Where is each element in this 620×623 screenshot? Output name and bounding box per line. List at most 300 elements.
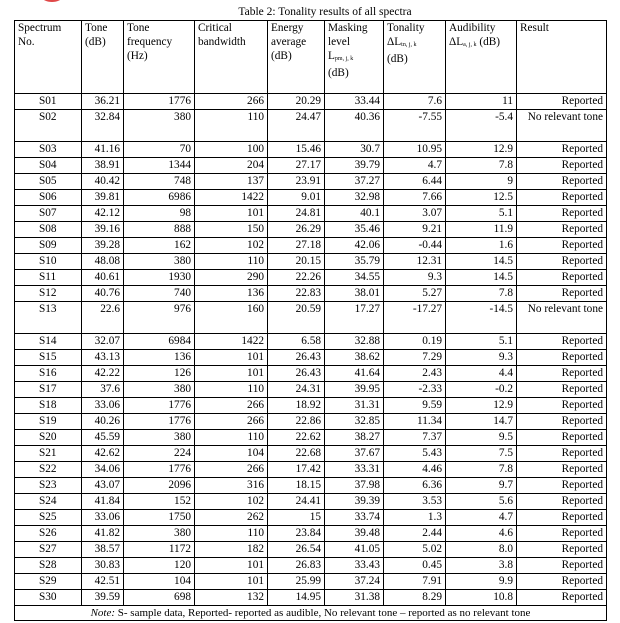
- cell-audibility: 8.0: [446, 542, 517, 558]
- table-row: [15, 286, 607, 302]
- cell-result: Reported: [517, 334, 607, 350]
- cell-result: Reported: [517, 94, 607, 110]
- cell-spectrum: S10: [15, 254, 82, 270]
- cell-tone: 40.26: [82, 414, 124, 430]
- cell-tone: 37.6: [82, 382, 124, 398]
- cell-spectrum: S12: [15, 286, 82, 302]
- cell-tone: 40.61: [82, 270, 124, 286]
- cell-energy-average: 22.26: [268, 270, 325, 286]
- cell-audibility: 7.8: [446, 286, 517, 302]
- cell-critical-bandwidth: 266: [195, 398, 268, 414]
- cell-masking-level: 33.31: [325, 462, 384, 478]
- cell-tone-frequency: 1344: [124, 158, 195, 174]
- cell-masking-level: 39.39: [325, 494, 384, 510]
- cell-tone: 39.59: [82, 590, 124, 606]
- table-row: [15, 430, 607, 446]
- cell-result: Reported: [517, 526, 607, 542]
- table-row: [15, 238, 607, 254]
- tonality-subscript: tn, j, k: [401, 42, 417, 48]
- cell-audibility: 9.7: [446, 478, 517, 494]
- cell-tone: 32.07: [82, 334, 124, 350]
- cell-critical-bandwidth: 101: [195, 574, 268, 590]
- cell-tonality: 4.46: [384, 462, 446, 478]
- cell-energy-average: 24.81: [268, 206, 325, 222]
- cell-critical-bandwidth: 104: [195, 446, 268, 462]
- cell-audibility: 14.5: [446, 254, 517, 270]
- cell-energy-average: 22.86: [268, 414, 325, 430]
- cell-spectrum: S03: [15, 142, 82, 158]
- cell-masking-level: 33.43: [325, 558, 384, 574]
- cell-energy-average: 24.31: [268, 382, 325, 398]
- cell-spectrum: S27: [15, 542, 82, 558]
- header-energy-average: Energy average (dB): [268, 21, 325, 94]
- cell-tone: 34.06: [82, 462, 124, 478]
- cell-energy-average: 26.43: [268, 366, 325, 382]
- table-row: [15, 526, 607, 542]
- masking-subscript: pm, j, k: [334, 56, 354, 62]
- audibility-label: Audibility: [449, 22, 496, 34]
- cell-tone-frequency: 224: [124, 446, 195, 462]
- cell-energy-average: 24.47: [268, 110, 325, 142]
- cell-tone: 38.57: [82, 542, 124, 558]
- cell-critical-bandwidth: 1422: [195, 190, 268, 206]
- cell-result: Reported: [517, 270, 607, 286]
- cell-energy-average: 23.84: [268, 526, 325, 542]
- cell-spectrum: S13: [15, 302, 82, 334]
- cell-tonality: 6.44: [384, 174, 446, 190]
- cell-tone-frequency: 380: [124, 110, 195, 142]
- cell-result: Reported: [517, 430, 607, 446]
- cell-masking-level: 37.24: [325, 574, 384, 590]
- cell-energy-average: 22.62: [268, 430, 325, 446]
- cell-energy-average: 25.99: [268, 574, 325, 590]
- cell-critical-bandwidth: 101: [195, 350, 268, 366]
- header-audibility: [446, 21, 517, 94]
- cell-tone-frequency: 120: [124, 558, 195, 574]
- audibility-unit: (dB): [479, 36, 501, 48]
- cell-tonality: -7.55: [384, 110, 446, 142]
- cell-critical-bandwidth: 316: [195, 478, 268, 494]
- audibility-subscript: a, j, k: [463, 42, 477, 48]
- cell-tone: 39.28: [82, 238, 124, 254]
- cell-tone-frequency: 70: [124, 142, 195, 158]
- cell-energy-average: 22.68: [268, 446, 325, 462]
- cell-masking-level: 30.7: [325, 142, 384, 158]
- cell-tone-frequency: 1750: [124, 510, 195, 526]
- cell-critical-bandwidth: 110: [195, 382, 268, 398]
- cell-energy-average: 24.41: [268, 494, 325, 510]
- table-row: [15, 94, 607, 110]
- document-page: [14, 0, 606, 621]
- cell-spectrum: S21: [15, 446, 82, 462]
- cell-tone-frequency: 1776: [124, 94, 195, 110]
- note-label: Note:: [90, 607, 116, 619]
- cell-masking-level: 33.74: [325, 510, 384, 526]
- cell-masking-level: 33.44: [325, 94, 384, 110]
- cell-tonality: 7.91: [384, 574, 446, 590]
- cell-tone: 33.06: [82, 510, 124, 526]
- cell-audibility: 10.8: [446, 590, 517, 606]
- cell-tone-frequency: 380: [124, 430, 195, 446]
- cell-energy-average: 18.92: [268, 398, 325, 414]
- table-row: [15, 510, 607, 526]
- table-row: [15, 478, 607, 494]
- cell-tonality: 12.31: [384, 254, 446, 270]
- cell-result: Reported: [517, 286, 607, 302]
- header-tonality: [384, 21, 446, 94]
- cell-tone: 45.59: [82, 430, 124, 446]
- cell-tone: 32.84: [82, 110, 124, 142]
- cell-tone: 42.22: [82, 366, 124, 382]
- cell-masking-level: 37.67: [325, 446, 384, 462]
- cell-spectrum: S19: [15, 414, 82, 430]
- cell-spectrum: S14: [15, 334, 82, 350]
- cell-critical-bandwidth: 101: [195, 558, 268, 574]
- cell-audibility: 5.1: [446, 334, 517, 350]
- cell-critical-bandwidth: 204: [195, 158, 268, 174]
- masking-unit: (dB): [328, 67, 349, 79]
- cell-spectrum: S07: [15, 206, 82, 222]
- cell-tone-frequency: 380: [124, 382, 195, 398]
- cell-spectrum: S26: [15, 526, 82, 542]
- cell-tonality: -17.27: [384, 302, 446, 334]
- cell-masking-level: 38.27: [325, 430, 384, 446]
- cell-result: Reported: [517, 382, 607, 398]
- cell-spectrum: S18: [15, 398, 82, 414]
- cell-tonality: 7.66: [384, 190, 446, 206]
- cell-tone-frequency: 1930: [124, 270, 195, 286]
- cell-tone: 42.62: [82, 446, 124, 462]
- table-row: [15, 190, 607, 206]
- cell-masking-level: 17.27: [325, 302, 384, 334]
- cell-masking-level: 34.55: [325, 270, 384, 286]
- tonality-label: Tonality: [387, 22, 425, 34]
- cell-audibility: 9.9: [446, 574, 517, 590]
- table-row: [15, 494, 607, 510]
- table-row: [15, 222, 607, 238]
- cell-masking-level: 32.85: [325, 414, 384, 430]
- cell-result: Reported: [517, 414, 607, 430]
- cell-audibility: 14.5: [446, 270, 517, 286]
- cell-spectrum: S06: [15, 190, 82, 206]
- cell-result: Reported: [517, 590, 607, 606]
- cell-result: Reported: [517, 190, 607, 206]
- cell-masking-level: 37.98: [325, 478, 384, 494]
- cell-tonality: 5.43: [384, 446, 446, 462]
- cell-tone-frequency: 380: [124, 254, 195, 270]
- cell-critical-bandwidth: 290: [195, 270, 268, 286]
- cell-audibility: 12.5: [446, 190, 517, 206]
- table-row: [15, 366, 607, 382]
- cell-spectrum: S11: [15, 270, 82, 286]
- header-result: Result: [517, 21, 607, 94]
- cell-tonality: 3.07: [384, 206, 446, 222]
- cell-tone: 36.21: [82, 94, 124, 110]
- cell-tone-frequency: 1172: [124, 542, 195, 558]
- cell-energy-average: 23.91: [268, 174, 325, 190]
- cell-critical-bandwidth: 102: [195, 238, 268, 254]
- table-row: [15, 142, 607, 158]
- cell-spectrum: S24: [15, 494, 82, 510]
- cell-tone-frequency: 1776: [124, 462, 195, 478]
- cell-audibility: -14.5: [446, 302, 517, 334]
- table-row: [15, 590, 607, 606]
- cell-tonality: 4.7: [384, 158, 446, 174]
- cell-tone-frequency: 126: [124, 366, 195, 382]
- cell-critical-bandwidth: 266: [195, 414, 268, 430]
- cell-spectrum: S28: [15, 558, 82, 574]
- cell-tone: 39.81: [82, 190, 124, 206]
- table-row: [15, 542, 607, 558]
- header-spectrum: Spectrum No.: [15, 21, 82, 94]
- cell-critical-bandwidth: 160: [195, 302, 268, 334]
- cell-audibility: 7.8: [446, 462, 517, 478]
- cell-tone: 43.13: [82, 350, 124, 366]
- table-row: [15, 382, 607, 398]
- cell-energy-average: 26.43: [268, 350, 325, 366]
- cell-audibility: 11.9: [446, 222, 517, 238]
- cell-tonality: 1.3: [384, 510, 446, 526]
- table-row: [15, 574, 607, 590]
- cell-tone-frequency: 6984: [124, 334, 195, 350]
- cell-tonality: 11.34: [384, 414, 446, 430]
- cell-critical-bandwidth: 101: [195, 366, 268, 382]
- cell-tone-frequency: 380: [124, 526, 195, 542]
- table-row: [15, 110, 607, 142]
- cell-result: Reported: [517, 542, 607, 558]
- cell-tone-frequency: 748: [124, 174, 195, 190]
- cell-tonality: 3.53: [384, 494, 446, 510]
- cell-tone: 33.06: [82, 398, 124, 414]
- cell-masking-level: 35.79: [325, 254, 384, 270]
- cell-spectrum: S25: [15, 510, 82, 526]
- cell-critical-bandwidth: 100: [195, 142, 268, 158]
- table-row: [15, 414, 607, 430]
- cell-tonality: 9.59: [384, 398, 446, 414]
- cell-tone-frequency: 976: [124, 302, 195, 334]
- cell-masking-level: 42.06: [325, 238, 384, 254]
- cell-tone-frequency: 98: [124, 206, 195, 222]
- masking-label: Masking level: [328, 22, 368, 48]
- cell-tone-frequency: 740: [124, 286, 195, 302]
- cell-energy-average: 20.15: [268, 254, 325, 270]
- cell-audibility: 9.5: [446, 430, 517, 446]
- cell-result: Reported: [517, 222, 607, 238]
- cell-tone-frequency: 162: [124, 238, 195, 254]
- cell-audibility: 5.1: [446, 206, 517, 222]
- cell-masking-level: 38.01: [325, 286, 384, 302]
- cell-spectrum: S29: [15, 574, 82, 590]
- cell-spectrum: S04: [15, 158, 82, 174]
- cell-result: Reported: [517, 574, 607, 590]
- cell-tone: 48.08: [82, 254, 124, 270]
- cell-critical-bandwidth: 110: [195, 526, 268, 542]
- cell-tone-frequency: 1776: [124, 414, 195, 430]
- cell-tone: 39.16: [82, 222, 124, 238]
- table-row: [15, 302, 607, 334]
- tonality-unit: (dB): [387, 53, 408, 65]
- cell-energy-average: 14.95: [268, 590, 325, 606]
- cell-critical-bandwidth: 137: [195, 174, 268, 190]
- cell-masking-level: 32.98: [325, 190, 384, 206]
- cell-result: No relevant tone: [517, 302, 607, 334]
- cell-spectrum: S01: [15, 94, 82, 110]
- cell-audibility: 4.4: [446, 366, 517, 382]
- cell-audibility: 1.6: [446, 238, 517, 254]
- cell-audibility: 12.9: [446, 142, 517, 158]
- cell-energy-average: 9.01: [268, 190, 325, 206]
- cell-energy-average: 20.59: [268, 302, 325, 334]
- header-tone: Tone (dB): [82, 21, 124, 94]
- cell-tonality: -2.33: [384, 382, 446, 398]
- cell-spectrum: S09: [15, 238, 82, 254]
- cell-tonality: 8.29: [384, 590, 446, 606]
- cell-energy-average: 26.29: [268, 222, 325, 238]
- cell-audibility: 9: [446, 174, 517, 190]
- cell-tonality: 5.02: [384, 542, 446, 558]
- cell-audibility: 14.7: [446, 414, 517, 430]
- cell-masking-level: 41.05: [325, 542, 384, 558]
- cell-spectrum: S15: [15, 350, 82, 366]
- cell-spectrum: S05: [15, 174, 82, 190]
- cell-tone: 40.42: [82, 174, 124, 190]
- cell-tone: 38.91: [82, 158, 124, 174]
- cell-energy-average: 18.15: [268, 478, 325, 494]
- cell-result: Reported: [517, 366, 607, 382]
- cell-spectrum: S23: [15, 478, 82, 494]
- cell-critical-bandwidth: 262: [195, 510, 268, 526]
- cell-result: Reported: [517, 398, 607, 414]
- cell-tonality: 7.29: [384, 350, 446, 366]
- note-row: [15, 606, 607, 621]
- cell-audibility: -5.4: [446, 110, 517, 142]
- cell-result: Reported: [517, 142, 607, 158]
- cell-result: Reported: [517, 446, 607, 462]
- cell-tone-frequency: 136: [124, 350, 195, 366]
- cell-energy-average: 15.46: [268, 142, 325, 158]
- cell-masking-level: 35.46: [325, 222, 384, 238]
- cell-result: Reported: [517, 254, 607, 270]
- cell-masking-level: 39.79: [325, 158, 384, 174]
- cell-tonality: -0.44: [384, 238, 446, 254]
- cell-critical-bandwidth: 136: [195, 286, 268, 302]
- cell-result: Reported: [517, 158, 607, 174]
- table-row: [15, 446, 607, 462]
- logo-mark: [42, 0, 62, 2]
- cell-masking-level: 39.48: [325, 526, 384, 542]
- cell-tonality: 9.3: [384, 270, 446, 286]
- cell-tone-frequency: 888: [124, 222, 195, 238]
- cell-critical-bandwidth: 110: [195, 254, 268, 270]
- header-critical-bandwidth: Critical bandwidth: [195, 21, 268, 94]
- cell-spectrum: S22: [15, 462, 82, 478]
- cell-spectrum: S17: [15, 382, 82, 398]
- table-row: [15, 158, 607, 174]
- cell-tonality: 2.43: [384, 366, 446, 382]
- cell-result: Reported: [517, 350, 607, 366]
- cell-energy-average: 26.54: [268, 542, 325, 558]
- table-row: [15, 398, 607, 414]
- cell-tonality: 2.44: [384, 526, 446, 542]
- tonality-table: [14, 20, 607, 621]
- cell-result: Reported: [517, 494, 607, 510]
- table-row: [15, 558, 607, 574]
- cell-masking-level: 37.27: [325, 174, 384, 190]
- cell-critical-bandwidth: 101: [195, 206, 268, 222]
- cell-result: Reported: [517, 206, 607, 222]
- header-tone-frequency: Tone frequency (Hz): [124, 21, 195, 94]
- cell-audibility: 4.7: [446, 510, 517, 526]
- cell-masking-level: 31.38: [325, 590, 384, 606]
- cell-tone-frequency: 104: [124, 574, 195, 590]
- note-text: S- sample data, Reported- reported as audible, No relevant tone – reported as no relevant tone: [115, 607, 531, 619]
- cell-critical-bandwidth: 110: [195, 110, 268, 142]
- cell-critical-bandwidth: 102: [195, 494, 268, 510]
- cell-critical-bandwidth: 132: [195, 590, 268, 606]
- cell-masking-level: 39.95: [325, 382, 384, 398]
- cell-tone-frequency: 1776: [124, 398, 195, 414]
- table-row: [15, 174, 607, 190]
- cell-result: Reported: [517, 558, 607, 574]
- cell-energy-average: 22.83: [268, 286, 325, 302]
- cell-critical-bandwidth: 110: [195, 430, 268, 446]
- table-row: [15, 270, 607, 286]
- cell-audibility: 12.9: [446, 398, 517, 414]
- cell-audibility: 4.6: [446, 526, 517, 542]
- table-body: [15, 94, 607, 606]
- tonality-symbol: ΔL: [387, 36, 402, 48]
- cell-tone: 42.12: [82, 206, 124, 222]
- cell-result: Reported: [517, 510, 607, 526]
- cell-tone-frequency: 6986: [124, 190, 195, 206]
- cell-tone-frequency: 2096: [124, 478, 195, 494]
- header-row: [15, 21, 607, 94]
- cell-tone: 30.83: [82, 558, 124, 574]
- header-masking-level: [325, 21, 384, 94]
- table-row: [15, 350, 607, 366]
- cell-tone: 40.76: [82, 286, 124, 302]
- cell-energy-average: 20.29: [268, 94, 325, 110]
- cell-critical-bandwidth: 182: [195, 542, 268, 558]
- cell-tonality: 0.19: [384, 334, 446, 350]
- cell-critical-bandwidth: 1422: [195, 334, 268, 350]
- cell-masking-level: 40.36: [325, 110, 384, 142]
- cell-audibility: 9.3: [446, 350, 517, 366]
- cell-tone: 42.51: [82, 574, 124, 590]
- table-row: [15, 334, 607, 350]
- cell-audibility: -0.2: [446, 382, 517, 398]
- cell-critical-bandwidth: 266: [195, 94, 268, 110]
- cell-tonality: 10.95: [384, 142, 446, 158]
- cell-masking-level: 38.62: [325, 350, 384, 366]
- cell-spectrum: S30: [15, 590, 82, 606]
- cell-energy-average: 6.58: [268, 334, 325, 350]
- cell-spectrum: S20: [15, 430, 82, 446]
- cell-tonality: 7.37: [384, 430, 446, 446]
- cell-tone: 41.82: [82, 526, 124, 542]
- cell-energy-average: 27.18: [268, 238, 325, 254]
- cell-spectrum: S02: [15, 110, 82, 142]
- audibility-symbol: ΔL: [449, 36, 464, 48]
- table-caption: Table 2: Tonality results of all spectra: [238, 6, 412, 18]
- cell-energy-average: 27.17: [268, 158, 325, 174]
- cell-result: Reported: [517, 462, 607, 478]
- cell-spectrum: S08: [15, 222, 82, 238]
- masking-symbol: L: [328, 50, 335, 62]
- cell-tone: 41.16: [82, 142, 124, 158]
- cell-masking-level: 41.64: [325, 366, 384, 382]
- cell-energy-average: 26.83: [268, 558, 325, 574]
